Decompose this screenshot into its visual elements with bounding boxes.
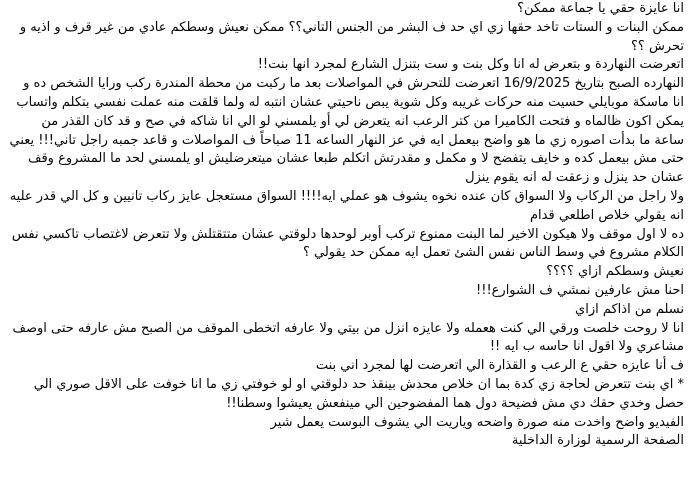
link-line[interactable]: الصفحة الرسمية لوزارة الداخلية bbox=[511, 433, 684, 449]
post-line: الفيديو واضح واخدت منه صورة واضحه وياريت الي يشوف البوست يعمل شير bbox=[270, 414, 684, 430]
post-line: انا لا روحت خلصت ورقي الي كنت هعمله ولا عايزه انزل من بيتي ولا عارفه اتخطى الموقف من الصبح مش عارفه حتى اوصف مشاعري ولا اقول انا حاسه ب ايه !! bbox=[12, 320, 684, 355]
post-line: ولا راجل من الركاب ولا السواق كان عنده نخوه يشوف هو عملي ايه!!!! السواق مستعجل عايز ركاب تانيين و كل الي قدر عليه انه يقولي خلاص اطلعي قدام bbox=[9, 188, 684, 223]
post-line: * اي بنت تتعرض لحاجة زي كدة بما ان خلاص محدش بينقذ حد دلوقتي او لو خوفتي زي ما انا خوفت على الاقل صوري الي حصل وخدي حقك دي مش فضيحة دول هما المفضوحين الي مينفعش يعيشوا وسطنا!! bbox=[33, 376, 684, 411]
post-line: النهارده الصبح بتاريخ 16/9/2025 اتعرضت للتحرش في المواصلات بعد ما ركبت من محطة المندرة ركب ورايا الشخص ده و انا ماسكة موبايلي حسيت منه حركات غريبه وكل شوية يبص ناحيتي عشان انتبه له ولما قلقت منه عملت نفسي بتكلم واتساب يمكن اكون ظالماه و فتحت الكاميرا من كتر الرعب انه يتعرض لي أو يلمسني لو الي انا شاكه في صح و قد كان القذر من ساعة ما بدأت اصوره زي ما هو واضح بيعمل ايه في عز النهار الساعه 11 صباحاً ف المواصلات و قاعد جمبه راجل تاني!!! يعني حتى مش بيعمل كده و خايف يتفضح لا و مكمل و مقدرتش اتكلم طبعا عشان ميتعرضليش او يلمسني لحد ما المشروع وقف عشان حد ينزل و زعقت له انه يقوم ينزل bbox=[9, 76, 684, 186]
post-line: نعيش وسطكم ازاي ؟؟؟؟ bbox=[546, 264, 684, 280]
post-line: ف أنا عايزه حقي ع الرعب و القذارة الي اتعرضت لها لمجرد اني بنت bbox=[315, 358, 684, 374]
post-line: ممكن البنات و الستات تاخد حقها زي اي حد ف البشر من الجنس التاني؟؟ ممكن نعيش وسطكم عادي من غير قرف و اذيه و تحرش ؟؟ bbox=[19, 19, 684, 54]
post-line: نسلم من اذاكم ازاي bbox=[575, 301, 684, 317]
post-line: اتعرضت النهاردة و بتعرض له انا وكل بنت و ست بتنزل الشارع لمجرد انها بنت!! bbox=[257, 57, 684, 73]
post-line: ده لا اول موقف ولا هيكون الاخير لما البنت ممنوع تركب أوبر لوحدها دلوقتي عشان متتقتلش ولا تتعرض لاغتصاب تاكسي نفس الكلام مشروع في وسط الناس نفس الشئ تعمل ايه ممكن حد يقولي ؟ bbox=[11, 226, 684, 261]
post-line: انا عايزة حقي يا جماعة ممكن؟ bbox=[517, 1, 684, 16]
post-line: احنا مش عارفين نمشي ف الشوارع!!! bbox=[476, 282, 684, 298]
